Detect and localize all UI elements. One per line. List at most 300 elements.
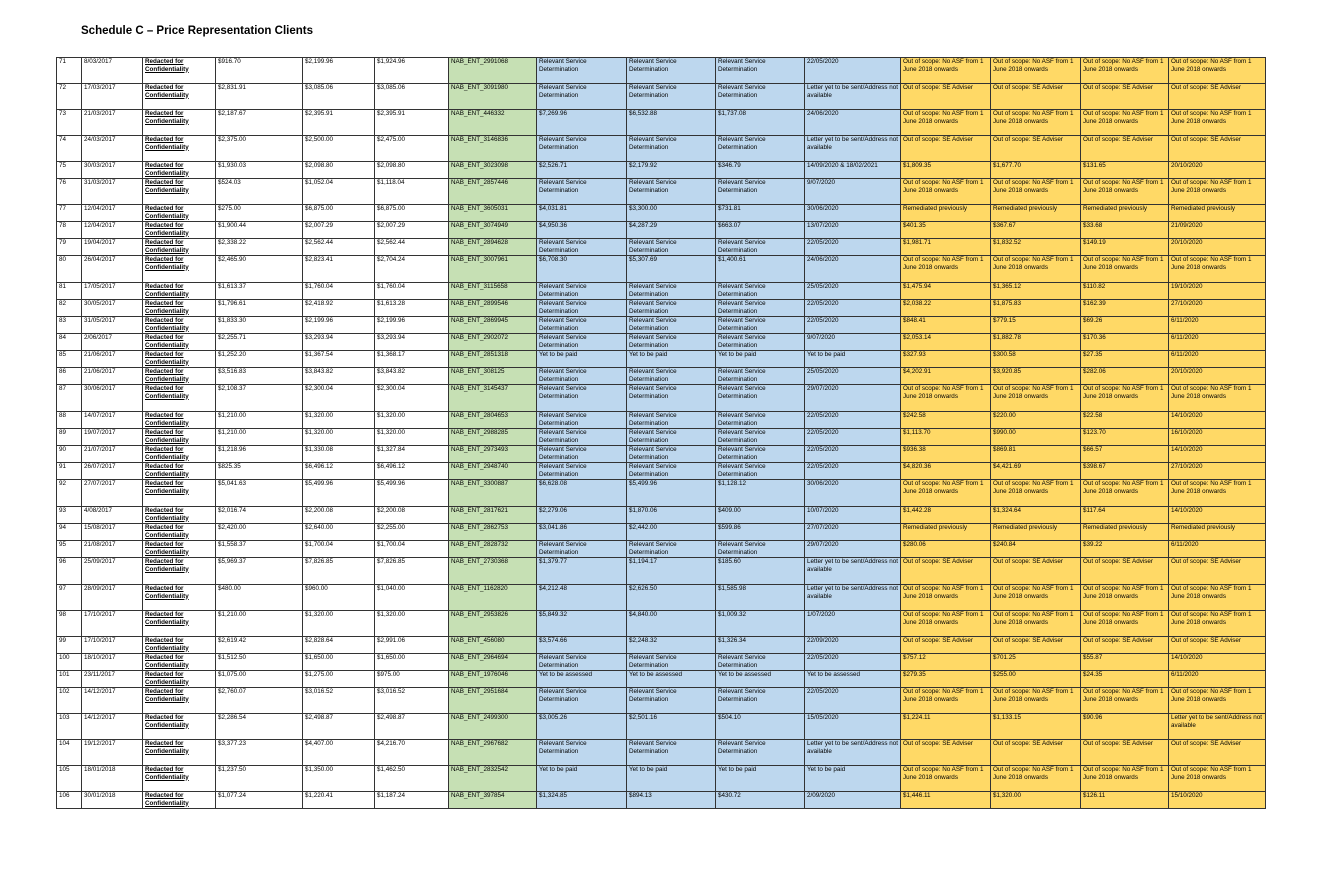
outcome-3: Out of scope: No ASF from 1 June 2018 onwards	[1083, 110, 1164, 125]
outcome-4-cell	[1169, 179, 1266, 205]
outcome-1-cell	[901, 84, 991, 110]
amount-b: $2,098.80	[305, 162, 334, 169]
row-number-cell	[57, 463, 82, 480]
amount-a-cell	[216, 507, 303, 524]
determination-date-cell	[805, 429, 901, 446]
determination-3: $599.86	[718, 524, 741, 531]
determination-2: $5,307.69	[629, 256, 658, 263]
entity-id-cell	[449, 58, 537, 84]
outcome-3: Out of scope: SE Adviser	[1083, 558, 1154, 565]
determination-1: Relevant Service Determination	[539, 283, 587, 298]
determination-date: 22/05/2020	[807, 58, 839, 65]
row-date-cell	[82, 671, 143, 688]
outcome-3-cell	[1081, 671, 1169, 688]
row-date-cell	[82, 637, 143, 654]
table-row	[57, 654, 1266, 671]
amount-a-cell	[216, 524, 303, 541]
determination-3-cell	[716, 463, 805, 480]
outcome-4: 27/10/2020	[1171, 300, 1203, 307]
outcome-4: Out of scope: SE Adviser	[1171, 84, 1242, 91]
amount-b: $2,418.92	[305, 300, 334, 307]
outcome-3: Out of scope: No ASF from 1 June 2018 onwards	[1083, 688, 1164, 703]
outcome-2-cell	[991, 507, 1081, 524]
amount-a-cell	[216, 558, 303, 585]
outcome-1: $1,475.94	[903, 283, 932, 290]
outcome-3-cell	[1081, 110, 1169, 136]
determination-3-cell	[716, 766, 805, 792]
outcome-2: Out of scope: SE Adviser	[993, 740, 1064, 747]
amount-c: $2,200.08	[377, 507, 406, 514]
outcome-3-cell	[1081, 654, 1169, 671]
amount-b-cell	[303, 84, 375, 110]
determination-3-cell	[716, 585, 805, 611]
outcome-2-cell	[991, 714, 1081, 740]
entity-id-cell	[449, 654, 537, 671]
outcome-1: Out of scope: SE Adviser	[903, 558, 974, 565]
entity-id-cell	[449, 368, 537, 385]
amount-c-cell	[375, 507, 449, 524]
amount-b: $1,220.41	[305, 792, 334, 799]
determination-1-cell	[537, 368, 627, 385]
outcome-3-cell	[1081, 507, 1169, 524]
determination-1-cell	[537, 351, 627, 368]
outcome-1: Out of scope: SE Adviser	[903, 84, 974, 91]
outcome-1-cell	[901, 412, 991, 429]
determination-3: Relevant Service Determination	[718, 84, 766, 99]
determination-3-cell	[716, 446, 805, 463]
outcome-1-cell	[901, 179, 991, 205]
table-row	[57, 205, 1266, 222]
outcome-3-cell	[1081, 351, 1169, 368]
page-title: Schedule C – Price Representation Clients	[81, 25, 313, 37]
outcome-3-cell	[1081, 205, 1169, 222]
amount-a: $2,255.71	[218, 334, 247, 341]
outcome-2-cell	[991, 429, 1081, 446]
entity-id: NAB_ENT_446332	[451, 110, 505, 117]
entity-id: NAB_ENT_397854	[451, 792, 505, 799]
determination-1-cell	[537, 179, 627, 205]
amount-a-cell	[216, 585, 303, 611]
table-row	[57, 714, 1266, 740]
determination-1: $3,574.66	[539, 637, 568, 644]
outcome-1: $1,224.11	[903, 714, 931, 721]
redacted-name: Redacted for Confidentiality	[145, 792, 189, 807]
row-number: 78	[59, 222, 67, 229]
outcome-3-cell	[1081, 84, 1169, 110]
amount-c: $1,040.00	[377, 585, 406, 592]
row-date: 25/09/2017	[84, 558, 116, 565]
row-number: 101	[59, 671, 70, 678]
outcome-3-cell	[1081, 179, 1169, 205]
determination-3-cell	[716, 714, 805, 740]
row-date-cell	[82, 792, 143, 809]
amount-a-cell	[216, 205, 303, 222]
redacted-name: Redacted for Confidentiality	[145, 84, 189, 99]
determination-2-cell	[627, 480, 716, 507]
determination-3: Relevant Service Determination	[718, 58, 766, 73]
amount-c-cell	[375, 283, 449, 300]
amount-b: $7,826.85	[305, 558, 334, 565]
redacted-name-cell	[143, 162, 216, 179]
amount-b-cell	[303, 688, 375, 714]
outcome-4-cell	[1169, 654, 1266, 671]
determination-3: $185.60	[718, 558, 741, 565]
determination-3: $1,585.98	[718, 585, 747, 592]
row-date: 21/06/2017	[84, 368, 116, 375]
redacted-name: Redacted for Confidentiality	[145, 637, 189, 652]
determination-date: 22/05/2020	[807, 463, 839, 470]
amount-b-cell	[303, 637, 375, 654]
amount-b-cell	[303, 385, 375, 412]
amount-a: $3,516.83	[218, 368, 247, 375]
amount-c-cell	[375, 239, 449, 256]
table-row	[57, 84, 1266, 110]
amount-c: $3,293.94	[377, 334, 406, 341]
amount-b-cell	[303, 162, 375, 179]
determination-1-cell	[537, 480, 627, 507]
outcome-4: 21/09/2020	[1171, 222, 1203, 229]
amount-c-cell	[375, 205, 449, 222]
amount-b-cell	[303, 239, 375, 256]
row-date: 12/04/2017	[84, 222, 116, 229]
outcome-4: Out of scope: SE Adviser	[1171, 637, 1242, 644]
determination-3-cell	[716, 412, 805, 429]
redacted-name-cell	[143, 368, 216, 385]
row-number-cell	[57, 162, 82, 179]
outcome-2-cell	[991, 58, 1081, 84]
redacted-name-cell	[143, 446, 216, 463]
table-row	[57, 256, 1266, 283]
entity-id-cell	[449, 766, 537, 792]
outcome-3-cell	[1081, 334, 1169, 351]
outcome-3-cell	[1081, 317, 1169, 334]
outcome-2-cell	[991, 558, 1081, 585]
outcome-3-cell	[1081, 714, 1169, 740]
outcome-4: Out of scope: No ASF from 1 June 2018 onwards	[1171, 256, 1252, 271]
amount-a: $1,210.00	[218, 611, 247, 618]
outcome-4: 20/10/2020	[1171, 239, 1203, 246]
amount-b-cell	[303, 446, 375, 463]
determination-1-cell	[537, 524, 627, 541]
redacted-name: Redacted for Confidentiality	[145, 283, 189, 298]
determination-date-cell	[805, 654, 901, 671]
row-date: 30/03/2017	[84, 162, 116, 169]
row-number-cell	[57, 766, 82, 792]
row-number: 93	[59, 507, 67, 514]
amount-c: $1,187.24	[377, 792, 406, 799]
outcome-1-cell	[901, 524, 991, 541]
amount-c-cell	[375, 688, 449, 714]
amount-b: $2,498.87	[305, 714, 334, 721]
table-row	[57, 766, 1266, 792]
determination-date-cell	[805, 162, 901, 179]
row-date-cell	[82, 222, 143, 239]
amount-a-cell	[216, 611, 303, 637]
outcome-3-cell	[1081, 792, 1169, 809]
determination-2-cell	[627, 541, 716, 558]
amount-b: $2,200.08	[305, 507, 334, 514]
entity-id: NAB_ENT_2817621	[451, 507, 509, 514]
row-date-cell	[82, 585, 143, 611]
determination-date-cell	[805, 239, 901, 256]
amount-b-cell	[303, 351, 375, 368]
table-row	[57, 110, 1266, 136]
determination-date: 9/07/2020	[807, 334, 836, 341]
amount-a: $2,465.90	[218, 256, 247, 263]
determination-1-cell	[537, 334, 627, 351]
determination-date-cell	[805, 412, 901, 429]
redacted-name-cell	[143, 480, 216, 507]
outcome-4: Out of scope: SE Adviser	[1171, 136, 1242, 143]
row-number-cell	[57, 654, 82, 671]
determination-2-cell	[627, 222, 716, 239]
amount-b-cell	[303, 585, 375, 611]
amount-a-cell	[216, 162, 303, 179]
redacted-name-cell	[143, 110, 216, 136]
row-number-cell	[57, 637, 82, 654]
outcome-3: $66.57	[1083, 446, 1103, 453]
determination-3-cell	[716, 792, 805, 809]
determination-date-cell	[805, 671, 901, 688]
determination-3-cell	[716, 671, 805, 688]
determination-2-cell	[627, 239, 716, 256]
outcome-1: Remediated previously	[903, 524, 968, 531]
determination-date: 24/06/2020	[807, 110, 839, 117]
row-date: 2/06/2017	[84, 334, 113, 341]
outcome-3: $123.70	[1083, 429, 1106, 436]
entity-id-cell	[449, 446, 537, 463]
outcome-1: $1,113.70	[903, 429, 931, 436]
outcome-4-cell	[1169, 368, 1266, 385]
determination-2: Yet to be paid	[629, 351, 668, 358]
amount-a-cell	[216, 385, 303, 412]
determination-3-cell	[716, 334, 805, 351]
determination-date: 1/07/2020	[807, 611, 836, 618]
determination-1: $6,628.08	[539, 480, 568, 487]
outcome-1: $4,820.36	[903, 463, 932, 470]
determination-date: 29/07/2020	[807, 385, 839, 392]
determination-1-cell	[537, 611, 627, 637]
determination-date-cell	[805, 283, 901, 300]
determination-2-cell	[627, 334, 716, 351]
entity-id-cell	[449, 256, 537, 283]
amount-a-cell	[216, 256, 303, 283]
outcome-2-cell	[991, 671, 1081, 688]
table-row	[57, 480, 1266, 507]
amount-b-cell	[303, 368, 375, 385]
outcome-4-cell	[1169, 688, 1266, 714]
amount-b: $2,300.04	[305, 385, 334, 392]
outcome-1-cell	[901, 256, 991, 283]
outcome-1-cell	[901, 766, 991, 792]
outcome-2-cell	[991, 524, 1081, 541]
determination-date: 30/06/2020	[807, 480, 839, 487]
outcome-2-cell	[991, 239, 1081, 256]
entity-id: NAB_ENT_2894628	[451, 239, 509, 246]
determination-1: Relevant Service Determination	[539, 429, 587, 444]
redacted-name-cell	[143, 351, 216, 368]
redacted-name-cell	[143, 239, 216, 256]
entity-id-cell	[449, 110, 537, 136]
row-date-cell	[82, 740, 143, 766]
amount-a: $1,218.96	[218, 446, 247, 453]
determination-1: Relevant Service Determination	[539, 463, 587, 478]
row-number: 87	[59, 385, 67, 392]
outcome-3: $33.68	[1083, 222, 1103, 229]
amount-a: $480.00	[218, 585, 241, 592]
determination-2-cell	[627, 162, 716, 179]
redacted-name: Redacted for Confidentiality	[145, 412, 189, 427]
row-number: 84	[59, 334, 67, 341]
outcome-3-cell	[1081, 58, 1169, 84]
determination-3-cell	[716, 136, 805, 162]
outcome-2: $990.00	[993, 429, 1016, 436]
amount-a-cell	[216, 637, 303, 654]
determination-2: Relevant Service Determination	[629, 429, 677, 444]
amount-a: $2,375.00	[218, 136, 247, 143]
determination-3: Relevant Service Determination	[718, 688, 766, 703]
outcome-4: Out of scope: No ASF from 1 June 2018 onwards	[1171, 58, 1252, 73]
determination-date-cell	[805, 558, 901, 585]
row-date-cell	[82, 385, 143, 412]
determination-1-cell	[537, 671, 627, 688]
determination-1: $4,031.81	[539, 205, 568, 212]
outcome-3-cell	[1081, 611, 1169, 637]
determination-3: $731.81	[718, 205, 741, 212]
outcome-4-cell	[1169, 429, 1266, 446]
row-number: 103	[59, 714, 70, 721]
table-row	[57, 541, 1266, 558]
outcome-4-cell	[1169, 671, 1266, 688]
outcome-3: $22.58	[1083, 412, 1103, 419]
outcome-2: $367.67	[993, 222, 1016, 229]
determination-3-cell	[716, 385, 805, 412]
schedule-table	[56, 57, 1266, 809]
entity-id-cell	[449, 714, 537, 740]
outcome-2: Out of scope: SE Adviser	[993, 558, 1064, 565]
table-row	[57, 136, 1266, 162]
amount-a: $275.00	[218, 205, 241, 212]
outcome-4-cell	[1169, 524, 1266, 541]
redacted-name: Redacted for Confidentiality	[145, 300, 189, 315]
determination-3-cell	[716, 162, 805, 179]
outcome-2: $1,324.64	[993, 507, 1022, 514]
outcome-1-cell	[901, 463, 991, 480]
determination-date-cell	[805, 688, 901, 714]
row-date-cell	[82, 611, 143, 637]
amount-a-cell	[216, 429, 303, 446]
amount-a-cell	[216, 480, 303, 507]
redacted-name-cell	[143, 792, 216, 809]
outcome-1-cell	[901, 740, 991, 766]
outcome-1: Out of scope: No ASF from 1 June 2018 onwards	[903, 611, 984, 626]
determination-3-cell	[716, 179, 805, 205]
amount-c: $3,843.82	[377, 368, 406, 375]
table-row	[57, 446, 1266, 463]
amount-b-cell	[303, 558, 375, 585]
outcome-1-cell	[901, 317, 991, 334]
determination-date-cell	[805, 585, 901, 611]
determination-1-cell	[537, 256, 627, 283]
outcome-4-cell	[1169, 446, 1266, 463]
redacted-name: Redacted for Confidentiality	[145, 688, 189, 703]
redacted-name-cell	[143, 317, 216, 334]
row-date: 27/07/2017	[84, 480, 116, 487]
row-number: 102	[59, 688, 70, 695]
row-date: 18/01/2018	[84, 766, 116, 773]
amount-a: $2,619.42	[218, 637, 247, 644]
outcome-1-cell	[901, 480, 991, 507]
outcome-4-cell	[1169, 507, 1266, 524]
redacted-name: Redacted for Confidentiality	[145, 222, 189, 237]
row-date-cell	[82, 446, 143, 463]
determination-date: 22/05/2020	[807, 317, 839, 324]
row-date: 14/07/2017	[84, 412, 116, 419]
outcome-4-cell	[1169, 351, 1266, 368]
outcome-2-cell	[991, 766, 1081, 792]
row-date-cell	[82, 334, 143, 351]
amount-c-cell	[375, 368, 449, 385]
outcome-2-cell	[991, 351, 1081, 368]
row-number-cell	[57, 58, 82, 84]
determination-date-cell	[805, 714, 901, 740]
determination-2-cell	[627, 385, 716, 412]
determination-3: Relevant Service Determination	[718, 283, 766, 298]
outcome-1-cell	[901, 283, 991, 300]
amount-a: $1,237.50	[218, 766, 247, 773]
redacted-name: Redacted for Confidentiality	[145, 507, 189, 522]
row-number-cell	[57, 317, 82, 334]
outcome-1: $280.06	[903, 541, 926, 548]
amount-c: $1,613.28	[377, 300, 406, 307]
determination-3-cell	[716, 524, 805, 541]
determination-date-cell	[805, 446, 901, 463]
redacted-name: Redacted for Confidentiality	[145, 558, 189, 573]
entity-id: NAB_ENT_2862753	[451, 524, 509, 531]
determination-3: Yet to be paid	[718, 351, 757, 358]
outcome-1: $242.58	[903, 412, 926, 419]
entity-id-cell	[449, 162, 537, 179]
outcome-3: $24.35	[1083, 671, 1103, 678]
outcome-4-cell	[1169, 714, 1266, 740]
outcome-2-cell	[991, 162, 1081, 179]
determination-1-cell	[537, 654, 627, 671]
amount-a: $1,210.00	[218, 412, 247, 419]
amount-a-cell	[216, 317, 303, 334]
outcome-4-cell	[1169, 334, 1266, 351]
row-date: 14/12/2017	[84, 688, 116, 695]
amount-b: $5,499.96	[305, 480, 334, 487]
determination-1-cell	[537, 136, 627, 162]
amount-b-cell	[303, 524, 375, 541]
outcome-3-cell	[1081, 429, 1169, 446]
row-date-cell	[82, 300, 143, 317]
redacted-name-cell	[143, 283, 216, 300]
amount-c: $5,499.96	[377, 480, 406, 487]
determination-date-cell	[805, 480, 901, 507]
row-number: 94	[59, 524, 67, 531]
entity-id: NAB_ENT_3091980	[451, 84, 509, 91]
entity-id-cell	[449, 84, 537, 110]
determination-3-cell	[716, 429, 805, 446]
outcome-1: Out of scope: No ASF from 1 June 2018 onwards	[903, 585, 984, 600]
determination-3: $409.00	[718, 507, 741, 514]
determination-1: $5,849.32	[539, 611, 568, 618]
determination-2-cell	[627, 136, 716, 162]
determination-3: Relevant Service Determination	[718, 463, 766, 478]
row-number: 97	[59, 585, 67, 592]
outcome-4-cell	[1169, 110, 1266, 136]
